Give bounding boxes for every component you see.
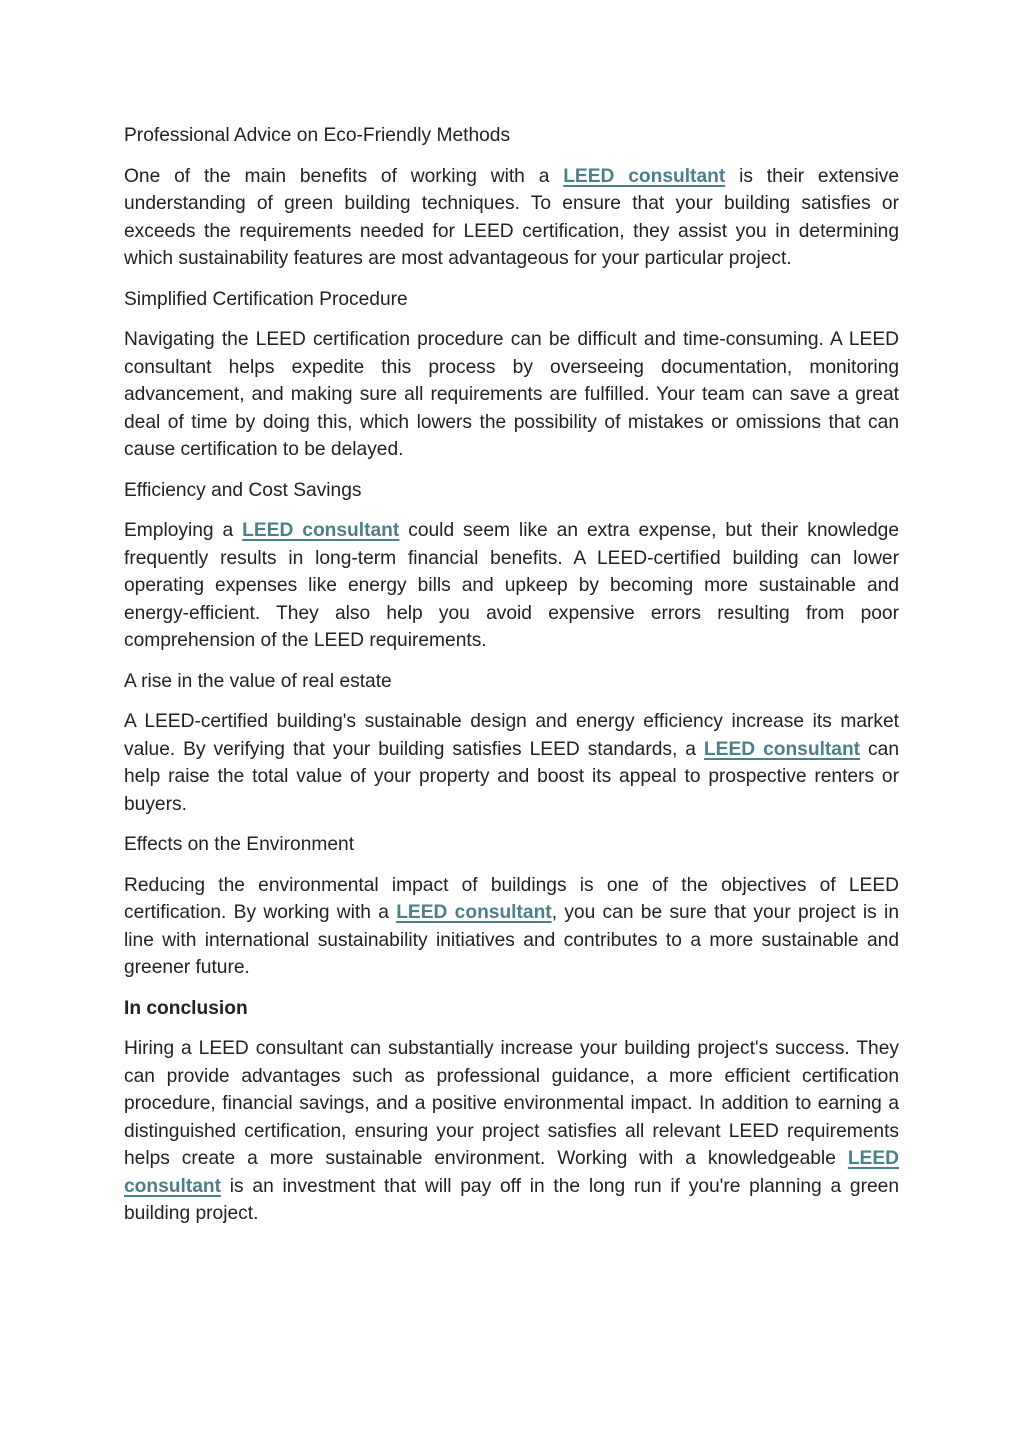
section-heading-environment-effects: Effects on the Environment bbox=[124, 834, 355, 855]
paragraph-text: Reducing the environmental impact of buildings is one of the objectives of LEED certification. By working with a bbox=[124, 874, 899, 923]
leed-consultant-link[interactable]: LEED consultant bbox=[396, 902, 552, 923]
section-heading-conclusion: In conclusion bbox=[124, 997, 248, 1019]
section-heading-eco-friendly-methods: Professional Advice on Eco-Friendly Methods bbox=[124, 125, 511, 146]
paragraph-text: , you can be sure that your project is in line with international sustainability initiatives and contributes to a more sustainable and greener future. bbox=[124, 902, 899, 978]
paragraph-text: Hiring a LEED consultant can substantially increase your building project's success. They can provide advantages such as professional guidance, a more efficient certification procedure, financial savings, and a positive environmental impact. In addition to earning a distinguished certification, ensuring your project satisfies all relevant LEED requirements helps create a more sustainable environment. Working with a knowledgeable bbox=[124, 1038, 899, 1169]
section-paragraph-conclusion bbox=[124, 1035, 899, 1228]
document-page bbox=[124, 122, 899, 1241]
section-heading-efficiency-cost-savings: Efficiency and Cost Savings bbox=[124, 479, 362, 501]
leed-consultant-link[interactable]: LEED consultant bbox=[124, 1148, 899, 1197]
leed-consultant-link[interactable]: LEED consultant bbox=[703, 738, 861, 760]
leed-consultant-link[interactable]: LEED consultant bbox=[242, 520, 400, 541]
paragraph-text: A LEED-certified building's sustainable design and energy efficiency increase its market value. By verifying that your building satisfies LEED standards, a bbox=[124, 711, 899, 760]
paragraph-text: is an investment that will pay off in the long run if you're planning a green building project. bbox=[124, 1175, 899, 1224]
section-paragraph-simplified-certification: Navigating the LEED certification procedure can be difficult and time-consuming. A LEED consultant helps expedite this process by overseeing documentation, monitoring advancement, and making sure all requirements are fulfilled. Your team can save a great deal of time by doing this, which lowers the possibility of mistakes or omissions that can cause certification to be delayed. bbox=[124, 329, 899, 460]
section-paragraph-eco-friendly-methods bbox=[124, 163, 899, 273]
paragraph-text: is their extensive understanding of green building techniques. To ensure that your building satisfies or exceeds the requirements needed for LEED certification, they assist you in determining which sustainability features are most advantageous for your particular project. bbox=[124, 165, 899, 269]
paragraph-text: One of the main benefits of working with a bbox=[124, 165, 564, 187]
section-paragraph-real-estate-value bbox=[124, 708, 899, 818]
paragraph-text: could seem like an extra expense, but their knowledge frequently results in long-term financial benefits. A LEED-certified building can lower operating expenses like energy bills and upkeep by becoming more sustainable and energy-efficient. They also help you avoid expensive errors resulting from poor comprehension of the LEED requirements. bbox=[124, 520, 900, 651]
section-heading-simplified-certification: Simplified Certification Procedure bbox=[124, 288, 408, 310]
leed-consultant-link[interactable]: LEED consultant bbox=[563, 165, 726, 187]
section-heading-real-estate-value: A rise in the value of real estate bbox=[124, 670, 392, 692]
paragraph-text: can help raise the total value of your property and boost its appeal to prospective renters or buyers. bbox=[124, 738, 899, 815]
paragraph-text: Employing a bbox=[124, 520, 243, 541]
section-paragraph-environment-effects bbox=[124, 872, 899, 982]
section-paragraph-efficiency-cost-savings bbox=[124, 517, 899, 655]
